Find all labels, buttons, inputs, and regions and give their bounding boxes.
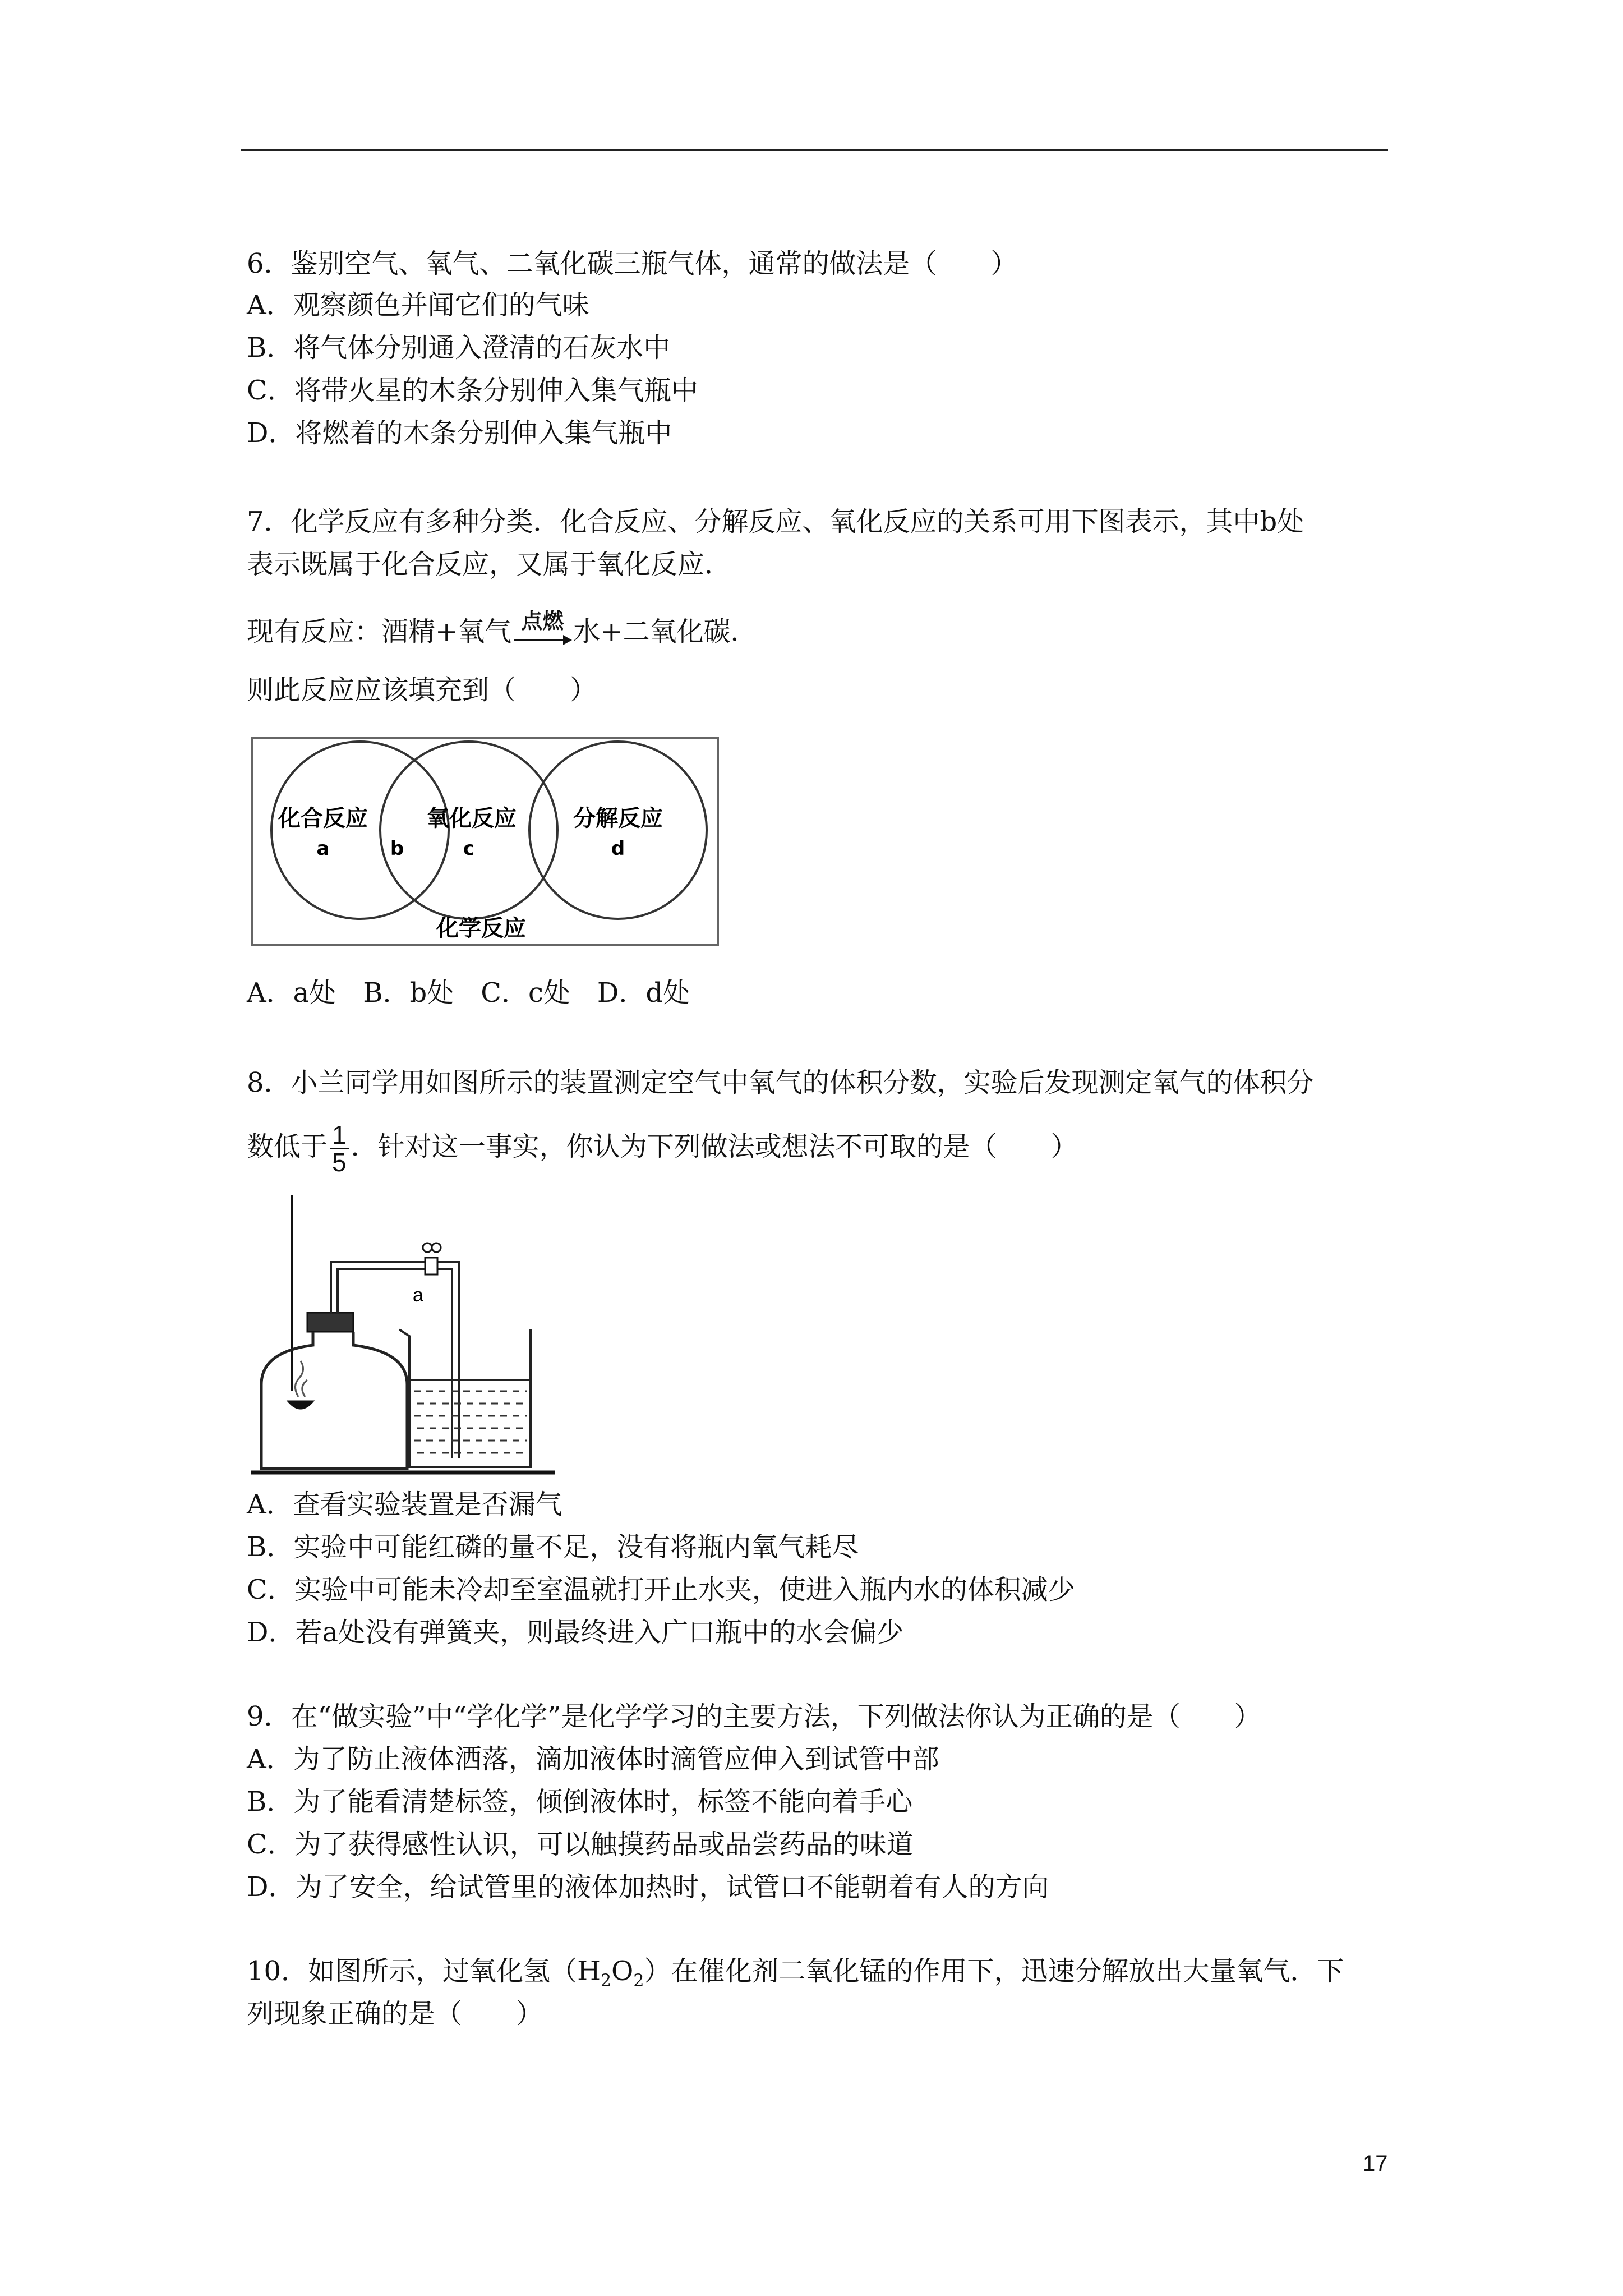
fraction-one-fifth: [330, 1122, 349, 1175]
q6-stem: 6．鉴别空气、氧气、二氧化碳三瓶气体，通常的做法是（ ）: [247, 248, 1018, 279]
q10-stem-prefix: 10．如图所示，过氧化氢（H: [247, 1955, 601, 1987]
q8-stem-line1: 8．小兰同学用如图所示的装置测定空气中氧气的体积分数，实验后发现测定氧气的体积分: [247, 1067, 1314, 1098]
q6-option-a: A．观察颜色并闻它们的气味: [247, 289, 589, 321]
arrow-head-icon: [563, 635, 572, 645]
beaker: [399, 1329, 531, 1467]
q10-stem-suffix: ）在催化剂二氧化锰的作用下，迅速分解放出大量氧气．下: [644, 1955, 1344, 1987]
bottle-stopper: [307, 1313, 353, 1332]
venn-label-combination: 化合反应: [278, 806, 368, 831]
q7-reaction-prefix: 现有反应：酒精+氧气: [247, 616, 512, 647]
venn-letter-b: b: [390, 838, 404, 860]
venn-frame-label: 化学反应: [436, 915, 526, 941]
q8-stem-line2-suffix: ．针对这一事实，你认为下列做法或想法不可取的是（ ）: [351, 1131, 1078, 1162]
q9-stem: 9．在“做实验”中“学化学”是化学学习的主要方法，下列做法你认为正确的是（ ）: [247, 1701, 1261, 1732]
reaction-venn-diagram: [250, 736, 721, 948]
header-rule: [241, 149, 1388, 151]
q8-option-d: D．若a处没有弹簧夹，则最终进入广口瓶中的水会偏少: [247, 1617, 904, 1648]
combustion-spoon: [288, 1401, 313, 1409]
q8-option-a: A．查看实验装置是否漏气: [247, 1489, 562, 1520]
q9-option-b: B．为了能看清楚标签，倾倒液体时，标签不能向着手心: [247, 1786, 913, 1818]
venn-letter-c: c: [463, 838, 475, 860]
q7-ask: 则此反应应该填充到（ ）: [247, 674, 597, 706]
formula-o: O: [611, 1955, 634, 1987]
venn-label-decomposition: 分解反应: [573, 806, 663, 831]
q8-option-b: B．实验中可能红磷的量不足，没有将瓶内氧气耗尽: [247, 1531, 859, 1563]
oxygen-measurement-apparatus: [247, 1189, 561, 1481]
formula-sub-1: 2: [600, 1971, 612, 1991]
clamp-label-a: a: [413, 1285, 423, 1306]
q9-option-d: D．为了安全，给试管里的液体加热时，试管口不能朝着有人的方向: [247, 1871, 1049, 1903]
spring-clamp-icon: [425, 1258, 437, 1274]
q7-options: A．a处 B．b处 C．c处 D．d处: [247, 977, 690, 1009]
venn-letter-d: d: [611, 838, 625, 860]
q6-option-c: C．将带火星的木条分别伸入集气瓶中: [247, 375, 698, 406]
q7-stem-line1: 7．化学反应有多种分类．化合反应、分解反应、氧化反应的关系可用下图表示，其中b处: [247, 506, 1304, 537]
formula-sub-2: 2: [633, 1971, 644, 1991]
page-number: 17: [1363, 2151, 1388, 2176]
q8-stem-line2: [247, 1120, 1078, 1176]
venn-label-oxidation: 氧化反应: [427, 806, 517, 831]
water-hatching: [414, 1391, 527, 1453]
q9-option-a: A．为了防止液体洒落，滴加液体时滴管应伸入到试管中部: [247, 1743, 939, 1775]
reaction-condition: 点燃: [521, 610, 564, 633]
fraction-denominator: 5: [332, 1148, 347, 1177]
q9-option-c: C．为了获得感性认识，可以触摸药品或品尝药品的味道: [247, 1829, 914, 1860]
glass-tube-inner: [338, 1269, 452, 1458]
venn-letter-a: a: [316, 838, 330, 860]
q10-stem-line2: 列现象正确的是（ ）: [247, 1998, 543, 2030]
q8-option-c: C．实验中可能未冷却至室温就打开止水夹，使进入瓶内水的体积减少: [247, 1574, 1075, 1605]
q7-reaction: [247, 610, 758, 648]
q6-option-b: B．将气体分别通入澄清的石灰水中: [247, 332, 671, 364]
wide-mouth-bottle: [261, 1332, 407, 1469]
q7-reaction-suffix: 水+二氧化碳．: [573, 616, 758, 647]
reaction-arrow: [511, 610, 573, 648]
q8-stem-line2-prefix: 数低于: [247, 1131, 328, 1162]
fraction-numerator: 1: [330, 1122, 349, 1149]
q6-option-d: D．将燃着的木条分别伸入集气瓶中: [247, 417, 672, 449]
q10-stem-line1: [247, 1954, 1344, 1998]
q7-stem-line2: 表示既属于化合反应，又属于氧化反应．: [247, 549, 732, 580]
